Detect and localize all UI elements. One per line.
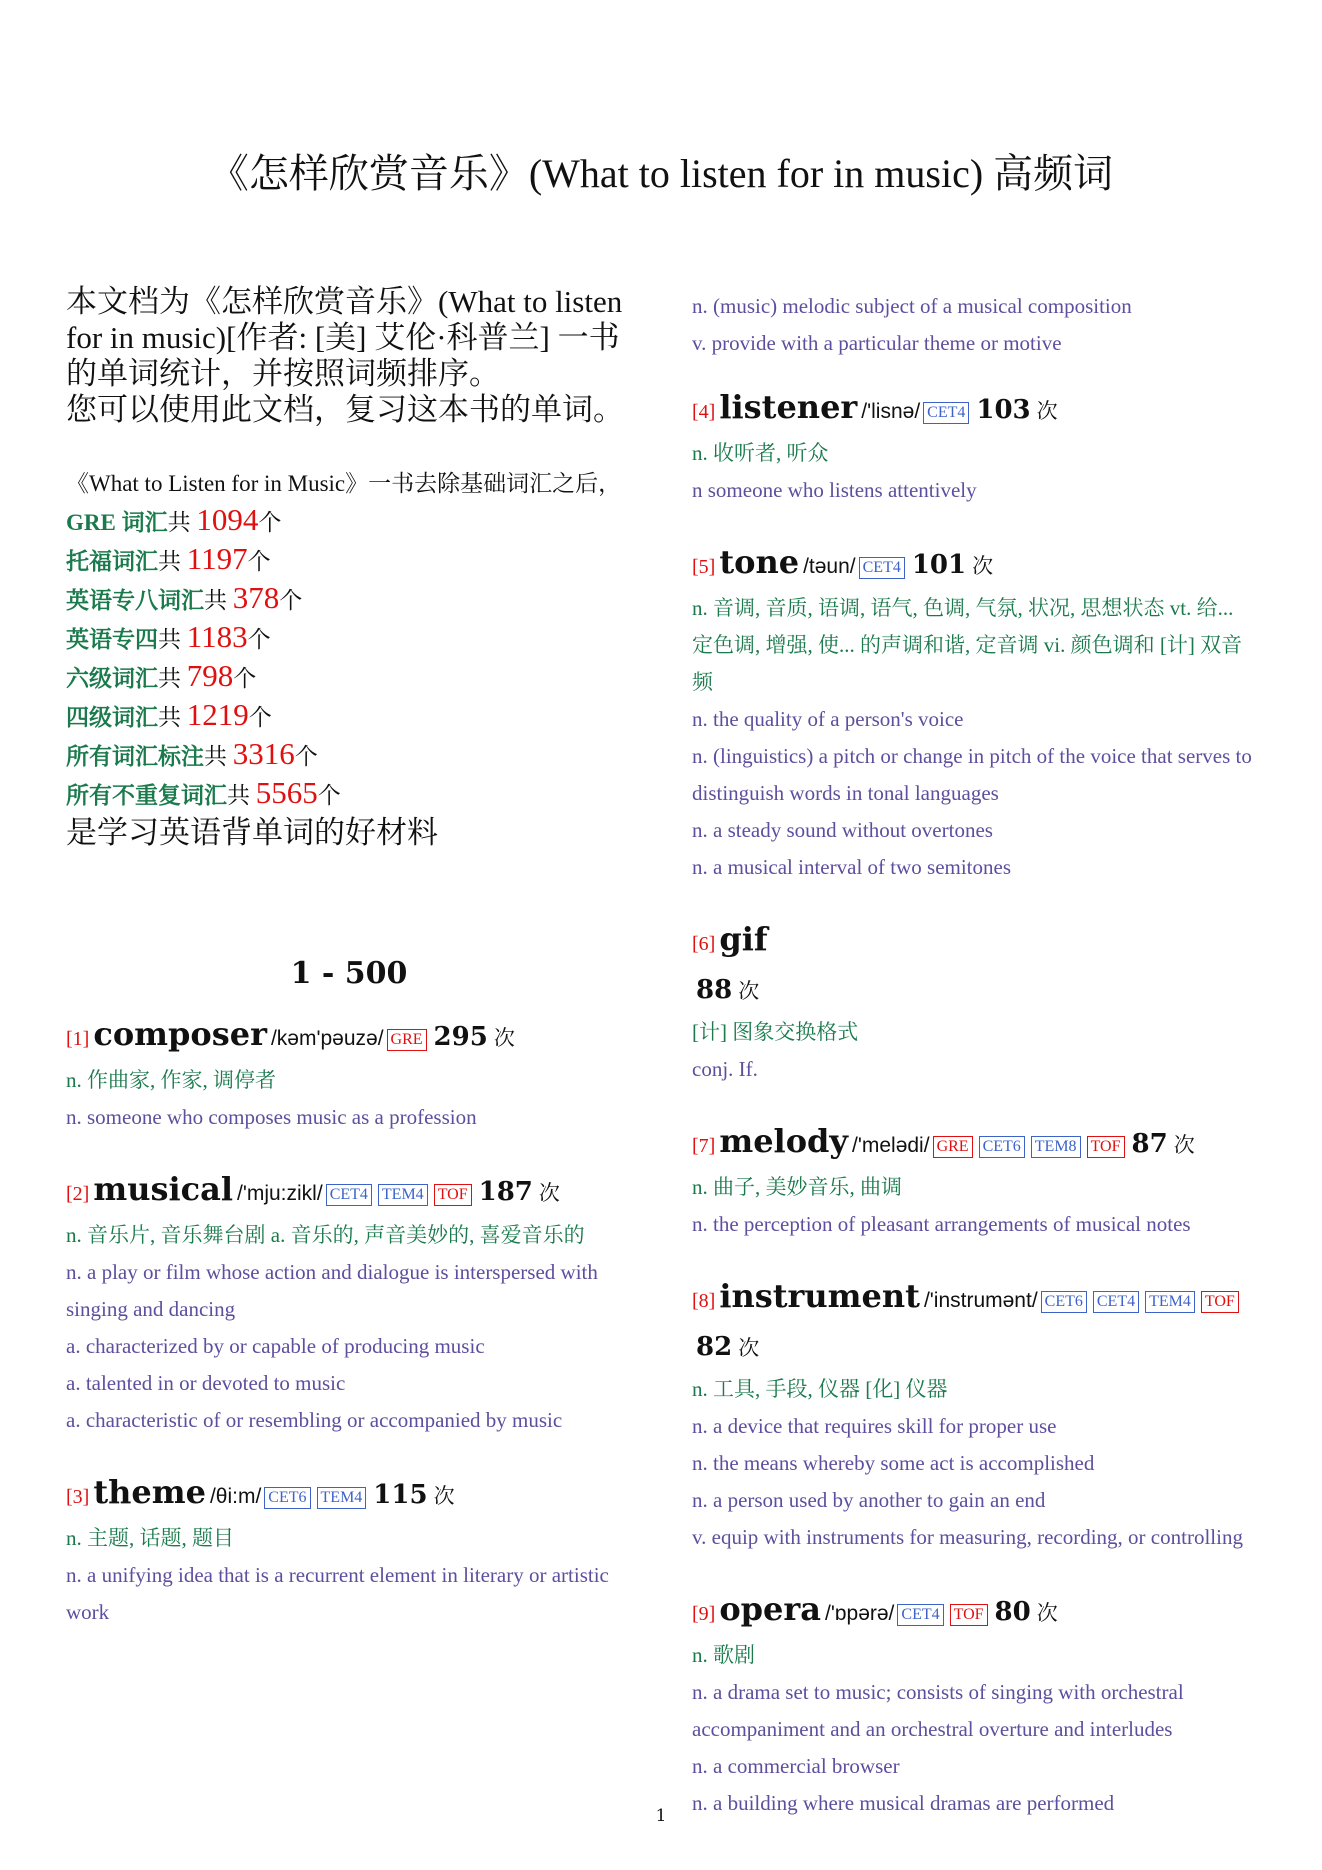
headword: gif xyxy=(719,920,768,958)
english-definition: a. talented in or devoted to music xyxy=(66,1371,346,1395)
document-title: 《怎样欣赏音乐》(What to listen for in music) 高频词 xyxy=(208,151,1114,196)
left-column xyxy=(66,284,632,1661)
chinese-definition: n. 音乐片, 音乐舞台剧 a. 音乐的, 声音美妙的, 喜爱音乐的 xyxy=(66,1223,585,1247)
stat-label: 所有词汇标注 xyxy=(66,744,204,769)
stat-row xyxy=(66,658,632,697)
stat-label: GRE 词汇 xyxy=(66,510,168,535)
frequency-count: 80 xyxy=(994,1597,1031,1627)
entry-index: [1] xyxy=(66,1028,90,1050)
exam-tag-tof: TOF xyxy=(1087,1136,1125,1158)
stat-unit: 个 xyxy=(248,705,272,730)
frequency-count: 82 xyxy=(696,1332,733,1362)
frequency-count: 187 xyxy=(478,1177,533,1207)
frequency-count: 115 xyxy=(373,1480,428,1510)
stat-row xyxy=(66,775,632,814)
chinese-definition: n. 音调, 音质, 语调, 语气, 色调, 气氛, 状况, 思想状态 vt. 给... 定色调, 增强, 使... 的声调和谐, 定音调 vi. 颜色调和 [计] 双音频 xyxy=(692,596,1243,694)
headword: theme xyxy=(93,1473,206,1511)
chinese-definition: n. 歌剧 xyxy=(692,1643,755,1667)
stat-unit: 个 xyxy=(279,588,303,613)
entry-head xyxy=(692,1586,1258,1637)
phonetic: /θi:m/ xyxy=(209,1485,262,1508)
stat-row xyxy=(66,541,632,580)
headword: melody xyxy=(719,1122,849,1160)
exam-tag-cet4: CET4 xyxy=(923,402,969,424)
entry-index: [6] xyxy=(692,933,716,955)
stat-label: 托福词汇 xyxy=(66,549,158,574)
exam-tag-cet4: CET4 xyxy=(1093,1291,1139,1313)
word-entry xyxy=(66,1166,632,1439)
entry-head xyxy=(692,539,1258,590)
word-entry xyxy=(692,539,1258,886)
stat-suffix: 共 xyxy=(158,666,187,691)
count-unit: 次 xyxy=(972,554,994,578)
stats-lead: 《What to Listen for in Music》一书去除基础词汇之后， xyxy=(66,471,622,496)
entry-continuation xyxy=(692,288,1258,362)
phonetic: /'mju:zikl/ xyxy=(237,1182,323,1205)
phonetic: /'lisnə/ xyxy=(861,400,921,423)
stat-suffix: 共 xyxy=(204,744,233,769)
intro xyxy=(66,284,632,428)
english-definition: n. a device that requires skill for proper use xyxy=(692,1414,1057,1438)
stat-unit: 个 xyxy=(258,510,282,535)
frequency-count: 103 xyxy=(976,395,1031,425)
stat-label: 所有不重复词汇 xyxy=(66,783,227,808)
entry-head xyxy=(66,1011,632,1062)
exam-tag-cet4: CET4 xyxy=(897,1604,943,1626)
stat-value: 1219 xyxy=(186,697,249,732)
exam-tag-tem4: TEM4 xyxy=(378,1184,428,1206)
headword: tone xyxy=(719,543,800,581)
chinese-definition: n. 曲子, 美妙音乐, 曲调 xyxy=(692,1175,902,1199)
stat-value: 1197 xyxy=(186,541,248,576)
entry-index: [8] xyxy=(692,1290,716,1312)
exam-tag-cet4: CET4 xyxy=(859,557,905,579)
range-heading: 1 - 500 xyxy=(290,956,408,991)
english-definition: n. a unifying idea that is a recurrent element in literary or artistic work xyxy=(66,1563,609,1624)
exam-tag-cet4: CET4 xyxy=(326,1184,372,1206)
page-number: 1 xyxy=(655,1806,667,1826)
english-definition: n. the means whereby some act is accomplished xyxy=(692,1451,1095,1475)
english-definition: conj. If. xyxy=(692,1057,758,1081)
stat-value: 798 xyxy=(186,658,234,693)
stat-row xyxy=(66,736,632,775)
english-definition: n. (music) melodic subject of a musical composition xyxy=(692,294,1132,318)
stat-value: 378 xyxy=(232,580,280,615)
entry-index: [5] xyxy=(692,556,716,578)
word-entry xyxy=(66,1011,632,1136)
count-unit: 次 xyxy=(738,1336,760,1360)
phonetic: /kəm'pəuzə/ xyxy=(270,1027,384,1050)
entry-head xyxy=(66,1166,632,1217)
exam-tag-tof: TOF xyxy=(950,1604,988,1626)
exam-tag-tof: TOF xyxy=(434,1184,472,1206)
stat-value: 1094 xyxy=(196,502,259,537)
stat-label: 六级词汇 xyxy=(66,666,158,691)
stats-closing: 是学习英语背单词的好材料 xyxy=(66,815,438,850)
entry-head xyxy=(66,1469,632,1520)
stat-row xyxy=(66,580,632,619)
word-entry xyxy=(692,1586,1258,1822)
vocabulary-stats xyxy=(66,466,632,852)
english-definition: n. a play or film whose action and dialogue is interspersed with singing and dancing xyxy=(66,1260,598,1321)
english-definition: n. the quality of a person's voice xyxy=(692,707,964,731)
word-entry xyxy=(692,1118,1258,1243)
exam-tag-cet6: CET6 xyxy=(264,1487,310,1509)
stat-value: 5565 xyxy=(255,775,318,810)
stat-unit: 个 xyxy=(247,627,271,652)
stat-unit: 个 xyxy=(233,666,257,691)
exam-tag-tem8: TEM8 xyxy=(1031,1136,1081,1158)
chinese-definition: n. 作曲家, 作家, 调停者 xyxy=(66,1068,276,1092)
phonetic: /təun/ xyxy=(803,555,856,578)
count-unit: 次 xyxy=(1036,1601,1058,1625)
right-column xyxy=(692,288,1258,1852)
frequency-count: 88 xyxy=(696,975,733,1005)
count-unit: 次 xyxy=(493,1026,515,1050)
english-definition: n. a building where musical dramas are performed xyxy=(692,1791,1115,1815)
count-unit: 次 xyxy=(1036,399,1058,423)
english-definition: n. someone who composes music as a profession xyxy=(66,1105,477,1129)
stat-suffix: 共 xyxy=(158,549,187,574)
exam-tag-gre: GRE xyxy=(387,1029,427,1051)
phonetic: /'ɒpərə/ xyxy=(825,1602,895,1625)
exam-tag-gre: GRE xyxy=(933,1136,973,1158)
stat-row xyxy=(66,697,632,736)
english-definition: n someone who listens attentively xyxy=(692,478,977,502)
intro-paragraph: 您可以使用此文档，复习这本书的单词。 xyxy=(66,392,624,427)
english-definition: n. a drama set to music; consists of singing with orchestral accompaniment and an orchestral overture and interludes xyxy=(692,1680,1184,1741)
stat-value: 1183 xyxy=(186,619,248,654)
count-unit: 次 xyxy=(738,979,760,1003)
headword: opera xyxy=(719,1590,821,1628)
stat-row xyxy=(66,619,632,658)
stat-label: 四级词汇 xyxy=(66,705,158,730)
word-entry xyxy=(692,384,1258,509)
entry-index: [7] xyxy=(692,1135,716,1157)
intro-paragraph: 本文档为《怎样欣赏音乐》(What to listen for in music)[作者: [美] 艾伦·科普兰] 一书的单词统计，并按照词频排序。 xyxy=(66,284,623,391)
headword: musical xyxy=(93,1170,233,1208)
headword: instrument xyxy=(719,1277,920,1315)
phonetic: /'melədi/ xyxy=(852,1134,930,1157)
entry-head xyxy=(692,916,1258,967)
english-definition: n. a person used by another to gain an end xyxy=(692,1488,1046,1512)
english-definition: a. characterized by or capable of producing music xyxy=(66,1334,485,1358)
stat-suffix: 共 xyxy=(227,783,256,808)
stat-row xyxy=(66,502,632,541)
english-definition: n. (linguistics) a pitch or change in pitch of the voice that serves to distinguish words in tonal languages xyxy=(692,744,1252,805)
stat-label: 英语专八词汇 xyxy=(66,588,204,613)
word-entry xyxy=(692,916,1258,1088)
entry-count-line xyxy=(692,967,1258,1014)
english-definition: n. a commercial browser xyxy=(692,1754,900,1778)
stat-suffix: 共 xyxy=(167,510,197,535)
word-entry xyxy=(692,1273,1258,1556)
english-definition: n. the perception of pleasant arrangements of musical notes xyxy=(692,1212,1191,1236)
entry-head xyxy=(692,384,1258,435)
entry-index: [9] xyxy=(692,1603,716,1625)
stat-suffix: 共 xyxy=(158,705,187,730)
chinese-definition: n. 工具, 手段, 仪器 [化] 仪器 xyxy=(692,1377,948,1401)
exam-tag-cet6: CET6 xyxy=(979,1136,1025,1158)
frequency-count: 87 xyxy=(1131,1129,1168,1159)
exam-tag-tem4: TEM4 xyxy=(317,1487,367,1509)
stat-unit: 个 xyxy=(317,783,341,808)
chinese-definition: n. 收听者, 听众 xyxy=(692,441,829,465)
count-unit: 次 xyxy=(538,1181,560,1205)
entry-head xyxy=(692,1118,1258,1169)
english-definition: a. characteristic of or resembling or accompanied by music xyxy=(66,1408,563,1432)
stat-value: 3316 xyxy=(232,736,295,771)
stat-unit: 个 xyxy=(247,549,271,574)
entry-index: [3] xyxy=(66,1486,90,1508)
chinese-definition: [计] 图象交换格式 xyxy=(692,1020,859,1044)
chinese-definition: n. 主题, 话题, 题目 xyxy=(66,1526,234,1550)
english-definition: n. a musical interval of two semitones xyxy=(692,855,1012,879)
stat-suffix: 共 xyxy=(158,627,187,652)
english-definition: n. a steady sound without overtones xyxy=(692,818,993,842)
english-definition: v. provide with a particular theme or motive xyxy=(692,331,1062,355)
exam-tag-tem4: TEM4 xyxy=(1145,1291,1195,1313)
word-entry xyxy=(66,1469,632,1631)
entry-index: [4] xyxy=(692,401,716,423)
count-unit: 次 xyxy=(433,1484,455,1508)
stat-suffix: 共 xyxy=(204,588,233,613)
phonetic: /'instrumənt/ xyxy=(923,1289,1038,1312)
frequency-count: 101 xyxy=(911,550,967,580)
english-definition: v. equip with instruments for measuring, recording, or controlling xyxy=(692,1525,1243,1549)
entry-head xyxy=(692,1273,1258,1371)
stat-unit: 个 xyxy=(294,744,318,769)
frequency-count: 295 xyxy=(433,1022,488,1052)
stat-label: 英语专四 xyxy=(66,627,158,652)
exam-tag-tof: TOF xyxy=(1201,1291,1239,1313)
exam-tag-cet6: CET6 xyxy=(1041,1291,1087,1313)
headword: listener xyxy=(719,388,858,426)
entry-index: [2] xyxy=(66,1183,90,1205)
headword: composer xyxy=(93,1015,267,1053)
count-unit: 次 xyxy=(1173,1133,1195,1157)
